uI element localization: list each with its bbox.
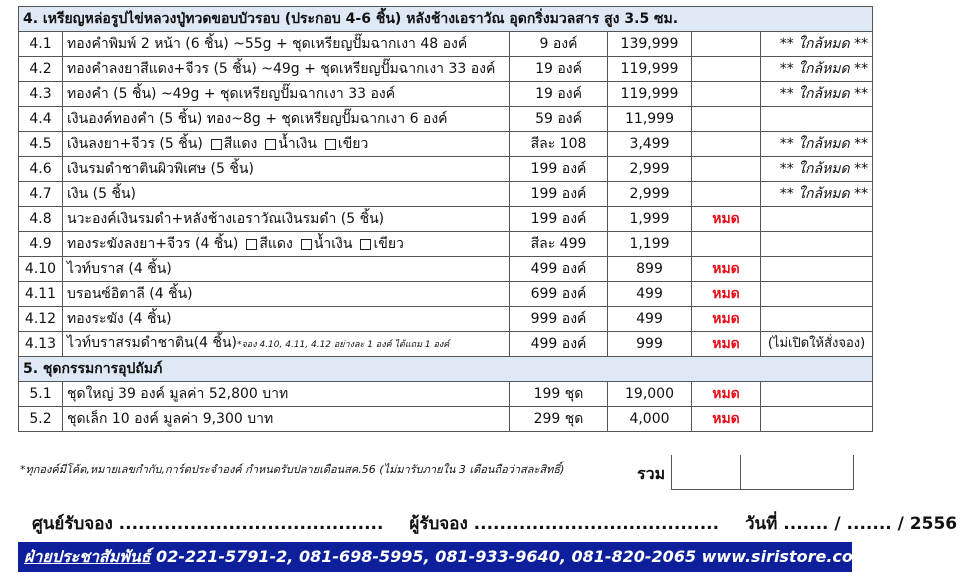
option-label: น้ำเงิน (278, 136, 317, 152)
table-row (19, 257, 873, 282)
item-number: 4.1 (19, 32, 63, 57)
option-checkbox[interactable] (360, 239, 371, 250)
table-row (19, 307, 873, 332)
item-price: 499 (608, 307, 692, 332)
item-number: 4.7 (19, 182, 63, 207)
item-quantity: 199 องค์ (510, 182, 608, 207)
item-price: 2,999 (608, 182, 692, 207)
option-label: น้ำเงิน (313, 236, 353, 252)
item-description (63, 32, 510, 57)
item-description-text: ทองระฆัง (4 ชิ้น) (67, 311, 172, 327)
option-label: เขียว (337, 136, 369, 152)
sold-out-status: หมด (692, 257, 761, 282)
item-description-text: เงินรมดำชาตินผิวพิเศษ (5 ชิ้น) (67, 161, 254, 177)
item-description-text: เงินองค์ทองคำ (5 ชิ้น) ทอง~8g + ชุดเหรียญปั๊มฉากเงา 6 องค์ (67, 111, 448, 127)
option-checkbox[interactable] (301, 239, 312, 250)
item-price: 4,000 (608, 407, 692, 432)
item-remark: ** ใกล้หมด ** (761, 157, 873, 182)
item-description (63, 57, 510, 82)
sold-out-status: หมด (692, 332, 761, 357)
item-price: 999 (608, 332, 692, 357)
item-quantity: 499 องค์ (510, 332, 608, 357)
item-quantity: 19 องค์ (510, 57, 608, 82)
item-description-text: บรอนซ์อิตาลี (4 ชิ้น) (67, 286, 193, 302)
item-price: 1,999 (608, 207, 692, 232)
item-description (63, 332, 510, 357)
item-price: 2,999 (608, 157, 692, 182)
item-price: 19,000 (608, 382, 692, 407)
item-number: 4.5 (19, 132, 63, 157)
item-price: 899 (608, 257, 692, 282)
section-title: 4. เหรียญหล่อรูปไข่หลวงปู่ทวดขอบบัวรอบ (ประกอบ 4-6 ชิ้น) หลังช้างเอราวัณ อุดกริ่งมวลสาร สูง 3.5 ซม. (19, 7, 873, 32)
signature-line (32, 510, 977, 537)
item-number: 5.1 (19, 382, 63, 407)
item-description (63, 282, 510, 307)
table-row (19, 82, 873, 107)
item-price: 119,999 (608, 57, 692, 82)
table-row (19, 57, 873, 82)
item-number: 4.9 (19, 232, 63, 257)
item-description (63, 207, 510, 232)
item-quantity: 199 ชุด (510, 382, 608, 407)
sold-out-status (692, 57, 761, 82)
item-description-text: ไวท์บราส (4 ชิ้น) (67, 261, 172, 277)
item-number: 4.12 (19, 307, 63, 332)
item-quantity: 199 องค์ (510, 207, 608, 232)
table-row (19, 132, 873, 157)
option-label: สีแดง (259, 236, 293, 252)
contact-bar (18, 542, 870, 572)
order-table (18, 6, 873, 432)
sold-out-status (692, 157, 761, 182)
item-remark (761, 107, 873, 132)
item-number: 4.6 (19, 157, 63, 182)
item-quantity: 999 องค์ (510, 307, 608, 332)
item-price: 11,999 (608, 107, 692, 132)
item-remark (761, 257, 873, 282)
sold-out-status: หมด (692, 307, 761, 332)
section-header (19, 7, 873, 32)
item-number: 4.13 (19, 332, 63, 357)
option-label: เขียว (373, 236, 404, 252)
item-description (63, 257, 510, 282)
item-remark (761, 307, 873, 332)
sold-out-status (692, 32, 761, 57)
item-description (63, 407, 510, 432)
item-quantity: สีละ 108 (510, 132, 608, 157)
item-quantity: 499 องค์ (510, 257, 608, 282)
item-description-text: เงิน (5 ชิ้น) (67, 186, 136, 202)
item-remark (761, 232, 873, 257)
item-remark: (ไม่เปิดให้สั่งจอง) (761, 332, 873, 357)
item-description-text: ทองคำลงยาสีแดง+จีวร (5 ชิ้น) ~49g + ชุดเหรียญปั๊มฉากเงา 33 องค์ (67, 61, 496, 77)
item-number: 4.11 (19, 282, 63, 307)
item-remark: ** ใกล้หมด ** (761, 182, 873, 207)
table-row (19, 282, 873, 307)
table-row (19, 157, 873, 182)
item-quantity: 299 ชุด (510, 407, 608, 432)
item-description (63, 157, 510, 182)
sold-out-status (692, 107, 761, 132)
table-row (19, 332, 873, 357)
sold-out-status (692, 132, 761, 157)
sold-out-status: หมด (692, 207, 761, 232)
sold-out-status: หมด (692, 407, 761, 432)
booking-center-field[interactable]: ศูนย์รับจอง ......................................... (32, 514, 384, 534)
table-row (19, 207, 873, 232)
item-price: 499 (608, 282, 692, 307)
item-description-text: ทองคำ (5 ชิ้น) ~49g + ชุดเหรียญปั๊มฉากเงา 33 องค์ (67, 86, 396, 102)
item-number: 4.3 (19, 82, 63, 107)
item-price: 3,499 (608, 132, 692, 157)
item-number: 5.2 (19, 407, 63, 432)
item-remark (761, 382, 873, 407)
item-remark (761, 207, 873, 232)
section-header (19, 357, 873, 382)
item-description-text: ชุดเล็ก 10 องค์ มูลค่า 9,300 บาท (67, 411, 274, 427)
sold-out-status: หมด (692, 282, 761, 307)
table-row (19, 407, 873, 432)
item-description (63, 107, 510, 132)
item-description-text: ชุดใหญ่ 39 องค์ มูลค่า 52,800 บาท (67, 386, 289, 402)
contact-lead: ฝ่ายประชาสัมพันธ์ (24, 547, 151, 566)
item-description (63, 132, 510, 157)
total-label: รวม (637, 464, 666, 483)
sold-out-status: หมด (692, 382, 761, 407)
table-row (19, 232, 873, 257)
item-number: 4.10 (19, 257, 63, 282)
item-description (63, 232, 510, 257)
item-remark (761, 282, 873, 307)
date-field[interactable]: วันที่ ....... / ....... / 2556 (745, 514, 958, 534)
item-description-text: เงินลงยา+จีวร (5 ชิ้น) (67, 136, 203, 152)
sold-out-status (692, 82, 761, 107)
sold-out-status (692, 182, 761, 207)
item-quantity: สีละ 499 (510, 232, 608, 257)
contact-phones: 02-221-5791-2, 081-698-5995, 081-933-9640, 081-820-2065 www.siristore.com (150, 547, 870, 566)
item-number: 4.2 (19, 57, 63, 82)
table-row (19, 382, 873, 407)
option-checkbox[interactable] (325, 139, 336, 150)
total-field[interactable] (671, 455, 854, 490)
item-price: 139,999 (608, 32, 692, 57)
item-description (63, 182, 510, 207)
receiver-field[interactable]: ผู้รับจอง ...................................... (409, 514, 720, 534)
item-note: *จอง 4.10, 4.11, 4.12 อย่างละ 1 องค์ ได้แถม 1 องค์ (237, 340, 450, 350)
item-quantity: 59 องค์ (510, 107, 608, 132)
section-title: 5. ชุดกรรมการอุปถัมภ์ (19, 357, 873, 382)
footnote: *ทุกองค์มีโค้ด,หมายเลขกำกับ,การ์ดประจำองค์ กำหนดรับปลายเดือนสค.56 (ไม่มารับภายใน 3 เดือนถือว่าสละสิทธิ์) (20, 463, 565, 476)
item-quantity: 9 องค์ (510, 32, 608, 57)
item-price: 119,999 (608, 82, 692, 107)
item-number: 4.4 (19, 107, 63, 132)
item-number: 4.8 (19, 207, 63, 232)
item-description (63, 82, 510, 107)
item-description-text: ทองคำพิมพ์ 2 หน้า (6 ชิ้น) ~55g + ชุดเหรียญปั๊มฉากเงา 48 องค์ (67, 36, 468, 52)
item-remark: ** ใกล้หมด ** (761, 57, 873, 82)
item-description (63, 382, 510, 407)
option-label: สีแดง (223, 136, 258, 152)
item-remark: ** ใกล้หมด ** (761, 82, 873, 107)
item-remark: ** ใกล้หมด ** (761, 132, 873, 157)
table-row (19, 182, 873, 207)
total-divider (740, 455, 741, 489)
option-checkbox[interactable] (246, 239, 257, 250)
item-quantity: 199 องค์ (510, 157, 608, 182)
item-description (63, 307, 510, 332)
option-checkbox[interactable] (211, 139, 222, 150)
item-remark (761, 407, 873, 432)
item-remark: ** ใกล้หมด ** (761, 32, 873, 57)
item-quantity: 699 องค์ (510, 282, 608, 307)
sold-out-status (692, 232, 761, 257)
item-price: 1,199 (608, 232, 692, 257)
item-description-text: ทองระฆังลงยา+จีวร (4 ชิ้น) (67, 236, 239, 252)
table-row (19, 32, 873, 57)
option-checkbox[interactable] (265, 139, 276, 150)
item-description-text: ไวท์บราสรมดำชาติน(4 ชิ้น) (67, 335, 238, 351)
table-row (19, 107, 873, 132)
item-description-text: นวะองค์เงินรมดำ+หลังช้างเอราวัณเงินรมดำ (5 ชิ้น) (67, 211, 385, 227)
item-quantity: 19 องค์ (510, 82, 608, 107)
